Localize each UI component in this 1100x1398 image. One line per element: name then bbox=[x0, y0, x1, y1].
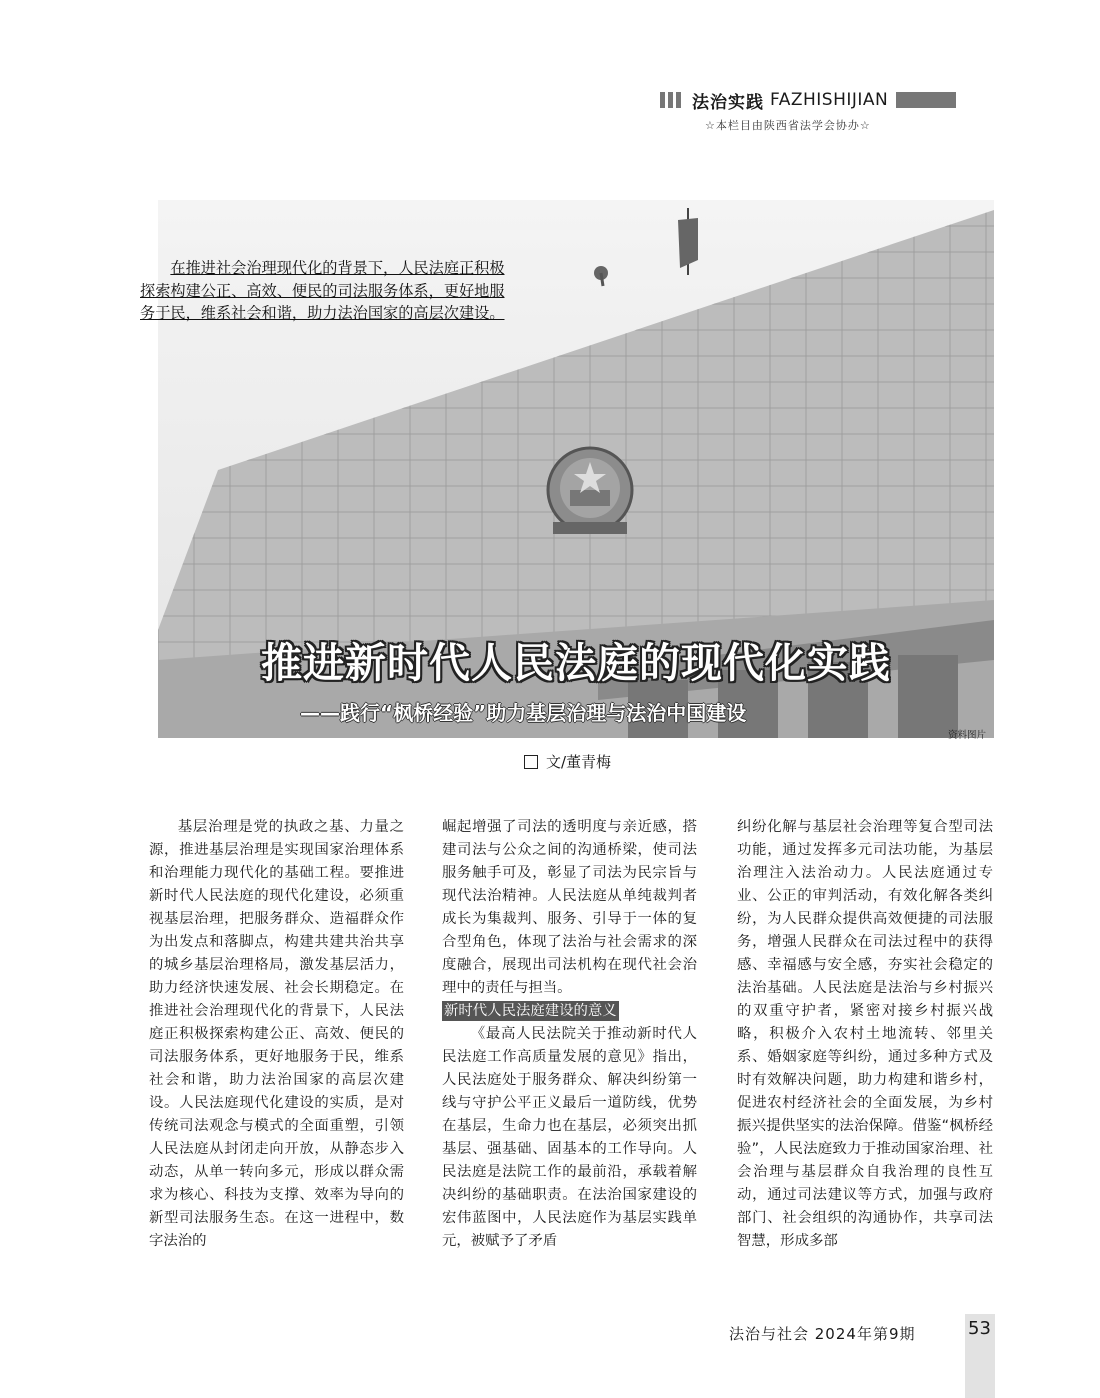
paragraph: 基层治理是党的执政之基、力量之源，推进基层治理是实现国家治理体系和治理能力现代化的基础工程。要推进新时代人民法庭的现代化建设，必须重视基层治理，把服务群众、造福群众作为出发点和落脚点，构建共建共治共享的城乡基层治理格局，激发基层活力，助力经济快速发展、社会长期稳定。在推进社会治理现代化的背景下，人民法庭正积极探索构建公正、高效、便民的司法服务体系，更好地服务于民，维系社会和谐，助力法治国家的高层次建设。人民法庭现代化建设的实质，是对传统司法观念与模式的全面重塑，引领人民法庭从封闭走向开放，从静态步入动态，从单一转向多元，形成以群众需求为核心、科技为支撑、效率为导向的新型司法服务生态。在这一进程中，数字法治的 bbox=[149, 819, 404, 1249]
column-name: 法治实践 bbox=[692, 92, 764, 113]
body-column-3 bbox=[737, 816, 993, 1253]
paragraph: 崛起增强了司法的透明度与亲近感，搭建司法与公众之间的沟通桥梁，使司法服务触手可及，彰显了司法为民宗旨与现代法治精神。人民法庭从单纯裁判者成长为集裁判、服务、引导于一体的复合型角色，体现了法治与社会需求的深度融合，展现出司法机构在现代社会治理中的责任与担当。 bbox=[442, 819, 697, 996]
author: 文/董青梅 bbox=[546, 753, 612, 771]
square-icon bbox=[524, 755, 538, 769]
header-bar-decoration bbox=[676, 92, 681, 108]
header-bar-decoration bbox=[668, 92, 673, 108]
article-title: 推进新时代人民法庭的现代化实践 bbox=[261, 639, 891, 687]
co-organizer-note: ☆本栏目由陕西省法学会协办☆ bbox=[705, 119, 871, 132]
paragraph: 纠纷化解与基层社会治理等复合型司法功能，通过发挥多元司法功能，为基层治理注入法治动力。人民法庭通过专业、公正的审判活动，有效化解各类纠纷，为人民群众提供高效便捷的司法服务，增强人民群众在司法过程中的获得感、幸福感与安全感，夯实社会稳定的法治基础。人民法庭是法治与乡村振兴的双重守护者，紧密对接乡村振兴战略，积极介入农村土地流转、邻里关系、婚姻家庭等纠纷，通过多种方式及时有效解决问题，助力构建和谐乡村，促进农村经济社会的全面发展，为乡村振兴提供坚实的法治保障。借鉴“枫桥经验”，人民法庭致力于推动国家治理、社会治理与基层群众自我治理的良性互动，通过司法建议等方式，加强与政府部门、社会组织的沟通协作，共享司法智慧，形成多部 bbox=[737, 819, 993, 1249]
article-subtitle: ——践行“枫桥经验”助力基层治理与法治中国建设 bbox=[300, 701, 747, 725]
header-bar-decoration bbox=[660, 92, 665, 108]
paragraph: 《最高人民法院关于推动新时代人民法庭工作高质量发展的意见》指出，人民法庭处于服务群众、解决纠纷第一线与守护公平正义最后一道防线，优势在基层，生命力也在基层，必须突出抓基层、强基础、固基本的工作导向。人民法庭是法院工作的最前沿，承载着解决纠纷的基础职责。在法治国家建设的宏伟蓝图中，人民法庭作为基层实践单元，被赋予了矛盾 bbox=[442, 1026, 697, 1249]
column-header bbox=[660, 90, 956, 113]
column-latin: FAZHISHIJIAN bbox=[770, 90, 889, 110]
byline bbox=[524, 751, 611, 772]
header-tail-bar bbox=[896, 92, 956, 108]
body-column-2 bbox=[442, 816, 697, 1253]
section-heading: 新时代人民法庭建设的意义 bbox=[444, 1003, 617, 1019]
article-abstract: 在推进社会治理现代化的背景下，人民法庭正积极探索构建公正、高效、便民的司法服务体系，更好地服务于民，维系社会和谐，助力法治国家的高层次建设。 bbox=[140, 259, 505, 322]
national-emblem bbox=[548, 448, 632, 534]
body-column-1 bbox=[149, 816, 404, 1253]
photo-caption: 资料图片 bbox=[948, 730, 987, 741]
journal-footer: 法治与社会 2024年第9期 bbox=[729, 1325, 916, 1343]
page-number: 53 bbox=[968, 1318, 991, 1339]
